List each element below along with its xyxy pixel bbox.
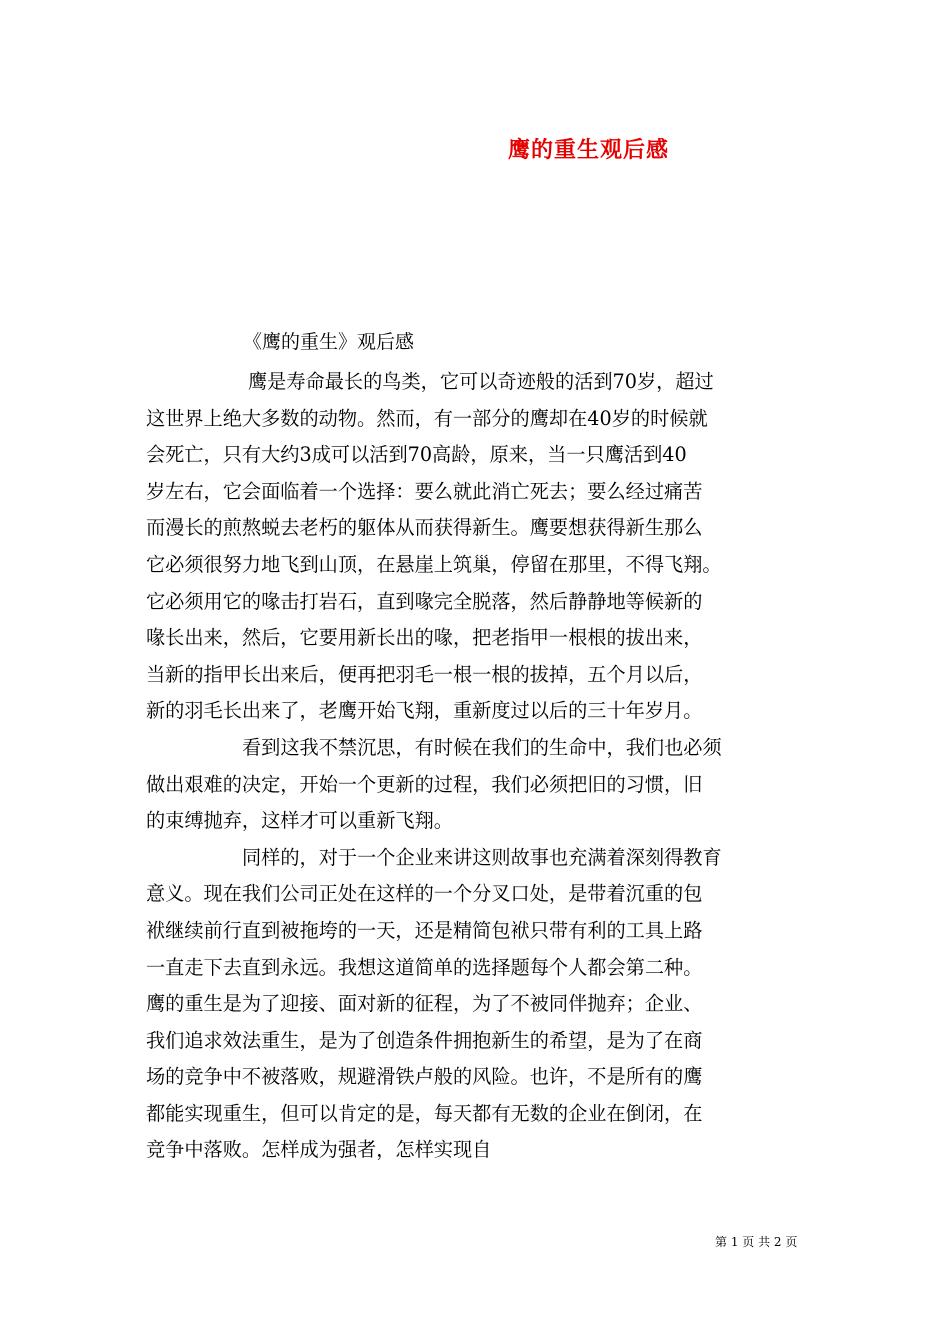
document-title: 鹰的重生观后感 <box>508 137 670 163</box>
paragraph-line: 我们追求效法重生，是为了创造条件拥抱新生的希望，是为了在商 <box>146 1028 703 1052</box>
paragraph-line: 当新的指甲长出来后，便再把羽毛一根一根的拔掉，五个月以后， <box>146 662 703 686</box>
paragraph-line: 一直走下去直到永远。我想这道简单的选择题每个人都会第二种。 <box>146 955 703 979</box>
paragraph-line: 鹰是寿命最长的鸟类，它可以奇迹般的活到70岁，超过 <box>248 370 714 393</box>
paragraph-line: 同样的，对于一个企业来讲这则故事也充满着深刻得教育 <box>242 845 722 869</box>
paragraph-line: 新的羽毛长出来了，老鹰开始飞翔，重新度过以后的三十年岁月。 <box>146 699 703 723</box>
paragraph-line: 会死亡，只有大约3成可以活到70高龄，原来，当一只鹰活到40 <box>146 443 687 467</box>
document-body <box>146 364 826 1169</box>
paragraph-line: 它必须用它的喙击打岩石，直到喙完全脱落，然后静静地等候新的 <box>146 589 703 613</box>
paragraph-line: 鹰的重生是为了迎接、面对新的征程，为了不被同伴抛弃；企业、 <box>146 992 703 1016</box>
page-number-footer: 第 1 页 共 2 页 <box>715 1235 798 1249</box>
paragraph-line: 这世界上绝大多数的动物。然而，有一部分的鹰却在40岁的时候就 <box>146 406 708 430</box>
paragraph-line: 的束缚抛弃，这样才可以重新飞翔。 <box>146 809 453 833</box>
paragraph-line: 而漫长的煎熬蜕去老朽的躯体从而获得新生。鹰要想获得新生那么 <box>146 516 703 540</box>
paragraph-line: 岁左右，它会面临着一个选择：要么就此消亡死去；要么经过痛苦 <box>146 479 703 503</box>
paragraph-line: 袱继续前行直到被拖垮的一天，还是精简包袱只带有利的工具上路 <box>146 918 703 942</box>
paragraph-line: 喙长出来，然后，它要用新长出的喙，把老指甲一根根的拔出来， <box>146 626 703 650</box>
paragraph-line: 意义。现在我们公司正处在这样的一个分叉口处，是带着沉重的包 <box>146 882 703 906</box>
paragraph-line: 做出艰难的决定，开始一个更新的过程，我们必须把旧的习惯，旧 <box>146 772 703 796</box>
paragraph-line: 看到这我不禁沉思，有时候在我们的生命中，我们也必须 <box>242 735 722 759</box>
document-subtitle: 《鹰的重生》观后感 <box>243 331 415 353</box>
paragraph-line: 它必须很努力地飞到山顶，在悬崖上筑巢，停留在那里，不得飞翔。 <box>146 552 722 576</box>
paragraph-line: 场的竞争中不被落败，规避滑铁卢般的风险。也许，不是所有的鹰 <box>146 1065 703 1089</box>
paragraph-line: 都能实现重生，但可以肯定的是，每天都有无数的企业在倒闭，在 <box>146 1101 703 1125</box>
paragraph-line: 竞争中落败。怎样成为强者，怎样实现自 <box>146 1138 492 1162</box>
